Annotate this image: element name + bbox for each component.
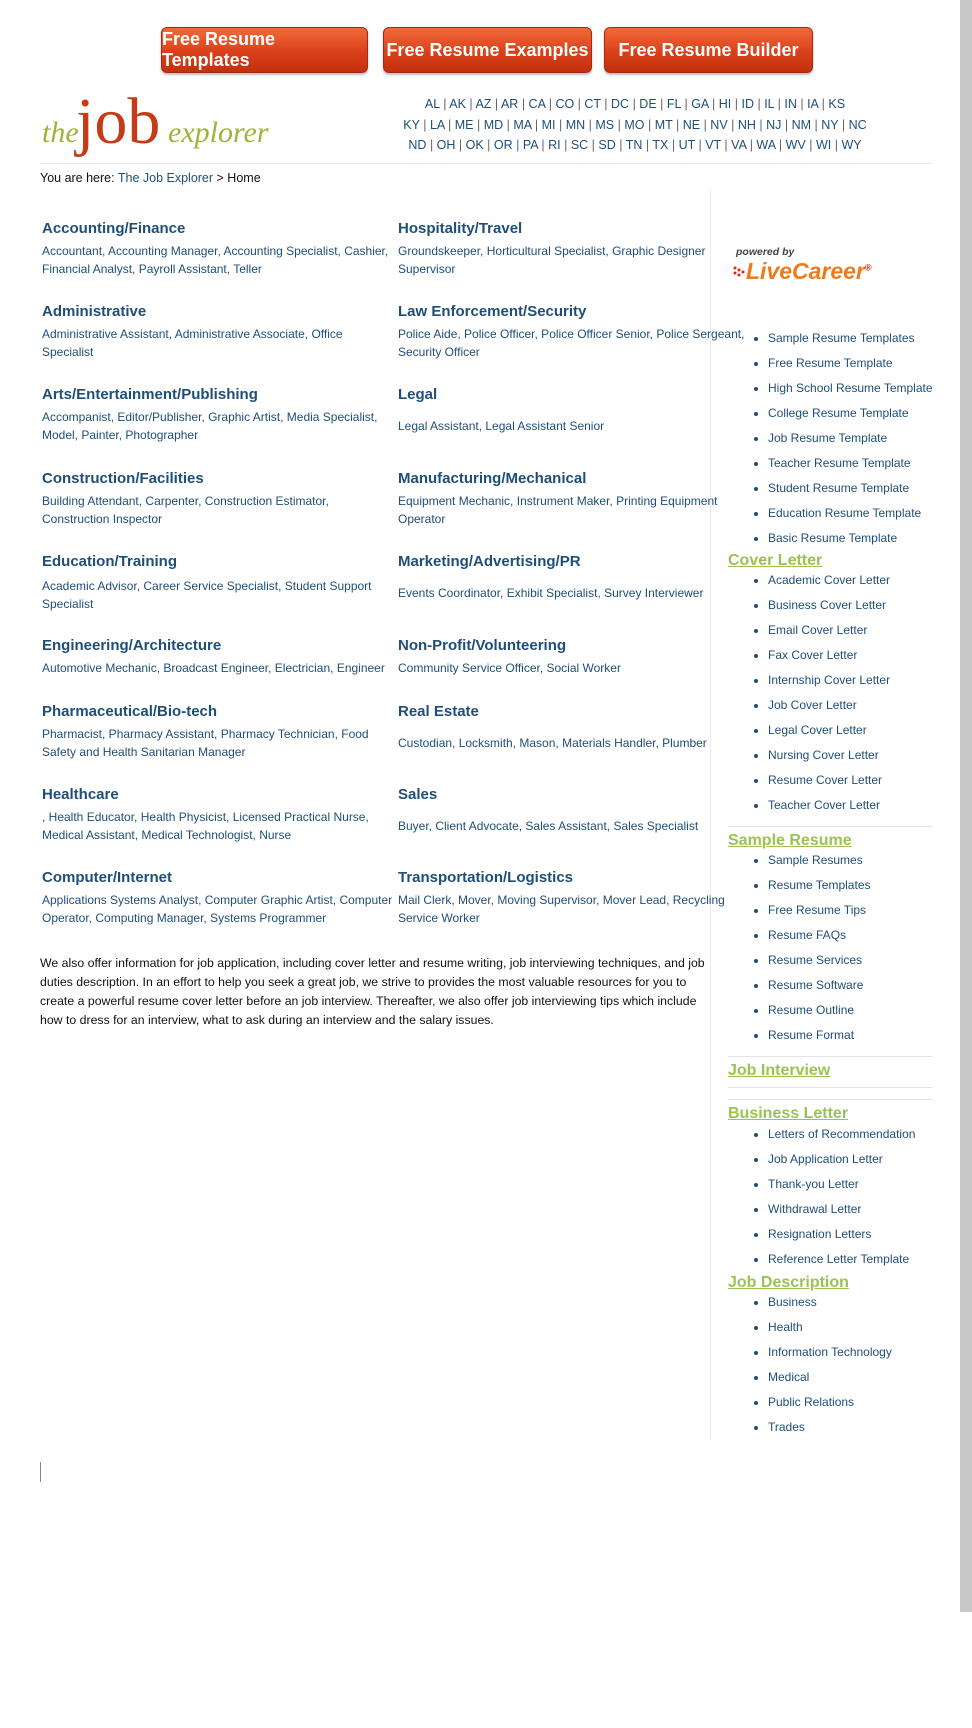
state-link-sd[interactable]: SD bbox=[598, 138, 616, 152]
sidebar-link[interactable]: Resume Format bbox=[768, 1028, 855, 1042]
sidebar-divider-3 bbox=[728, 1087, 932, 1088]
sidebar-link[interactable]: Information Technology bbox=[768, 1345, 892, 1359]
state-separator: | bbox=[681, 97, 692, 111]
category-engineering-architecture bbox=[42, 637, 394, 677]
registered-mark: ® bbox=[864, 262, 872, 273]
state-separator: | bbox=[695, 138, 706, 152]
category-title[interactable]: Education/Training bbox=[42, 553, 178, 570]
sidebar-list-item bbox=[768, 1028, 871, 1053]
state-link-co[interactable]: CO bbox=[555, 97, 575, 111]
category-computer-internet bbox=[42, 869, 394, 927]
state-separator: | bbox=[656, 97, 667, 111]
state-separator: | bbox=[455, 138, 466, 152]
state-separator: | bbox=[629, 97, 640, 111]
category-manufacturing-mechanical bbox=[398, 470, 750, 528]
state-separator: | bbox=[600, 97, 612, 111]
state-link-il[interactable]: IL bbox=[764, 97, 775, 111]
sidebar-list-item bbox=[768, 953, 871, 978]
state-separator: | bbox=[585, 117, 596, 132]
breadcrumb-prefix: You are here: bbox=[40, 171, 118, 185]
sidebar-divider-1 bbox=[728, 826, 932, 827]
sidebar-list-item bbox=[768, 648, 890, 673]
logo-job: job bbox=[76, 85, 161, 158]
category-title[interactable]: Manufacturing/Mechanical bbox=[398, 470, 587, 487]
state-link-wv[interactable]: WV bbox=[785, 138, 806, 152]
state-link-ut[interactable]: UT bbox=[678, 138, 695, 152]
state-link-nd[interactable]: ND bbox=[408, 138, 427, 152]
sidebar-link[interactable]: Sample Resume Templates bbox=[768, 331, 915, 345]
sidebar-list-item bbox=[768, 903, 871, 928]
state-link-or[interactable]: OR bbox=[493, 138, 513, 152]
state-separator: | bbox=[731, 97, 742, 111]
sidebar-list-item bbox=[768, 1395, 892, 1420]
sidebar-list-item bbox=[768, 456, 933, 481]
sidebar-link[interactable]: Free Resume Template bbox=[768, 356, 893, 370]
category-title[interactable]: Accounting/Finance bbox=[42, 220, 186, 237]
state-separator: | bbox=[473, 117, 484, 132]
state-link-mi[interactable]: MI bbox=[541, 117, 556, 132]
category-jobs[interactable]: Academic Advisor, Career Service Specialist, Student Support Specialist bbox=[42, 579, 372, 611]
category-real-estate bbox=[398, 703, 750, 752]
category-healthcare bbox=[42, 786, 394, 844]
category-title[interactable]: Marketing/Advertising/PR bbox=[398, 553, 581, 570]
state-separator: | bbox=[781, 117, 792, 132]
state-separator: | bbox=[774, 97, 785, 111]
state-separator: | bbox=[672, 117, 683, 132]
sidebar-list-item bbox=[768, 1127, 915, 1152]
category-jobs[interactable]: Custodian, Locksmith, Mason, Materials Handler, Plumber bbox=[398, 736, 707, 750]
state-separator: | bbox=[614, 117, 625, 132]
state-separator: | bbox=[512, 138, 523, 152]
site-description: We also offer information for job application, including cover letter and resume writing, job interviewing techniques, and job duties description. In an effort to help you seek a great job, we strive to provides the most valuable resources for you to create a powerful resume cover letter before an job interview. Thereafter, we also offer job interviewing tips which include how to dress for an interview, what to ask during an interview and the salary issues. bbox=[40, 956, 705, 1027]
state-separator: | bbox=[555, 117, 566, 132]
sidebar-list-item bbox=[768, 356, 933, 381]
state-separator: | bbox=[419, 117, 430, 132]
category-marketing-advertising-pr bbox=[398, 553, 750, 602]
category-title[interactable]: Hospitality/Travel bbox=[398, 220, 523, 237]
sidebar-link[interactable]: Resume Software bbox=[768, 978, 864, 992]
sidebar-list-item bbox=[768, 481, 933, 506]
category-arts-entertainment-publishing bbox=[42, 386, 394, 444]
sidebar-list-item bbox=[768, 798, 890, 823]
category-education-training bbox=[42, 553, 394, 613]
sidebar-list-item bbox=[768, 723, 890, 748]
sidebar-link[interactable]: Resume FAQs bbox=[768, 928, 847, 942]
state-link-va[interactable]: VA bbox=[731, 138, 747, 152]
state-row bbox=[400, 94, 870, 115]
state-separator: | bbox=[588, 138, 599, 152]
category-jobs[interactable]: Accountant, Accounting Manager, Accounting Specialist, Cashier, Financial Analyst, Payroll Assistant, Teller bbox=[42, 244, 389, 276]
state-separator: | bbox=[574, 97, 585, 111]
state-separator: | bbox=[615, 138, 626, 152]
sidebar-list-item bbox=[768, 406, 933, 431]
livecareer-logo-icon bbox=[732, 265, 746, 279]
state-link-dc[interactable]: DC bbox=[611, 97, 630, 111]
category-title[interactable]: Engineering/Architecture bbox=[42, 637, 222, 654]
state-link-hi[interactable]: HI bbox=[718, 97, 732, 111]
sidebar-link[interactable]: Reference Letter Template bbox=[768, 1252, 910, 1266]
state-separator: | bbox=[531, 117, 542, 132]
sidebar-link[interactable]: Sample Resumes bbox=[768, 853, 863, 867]
sidebar-link[interactable]: Free Resume Tips bbox=[768, 903, 867, 917]
category-title[interactable]: Law Enforcement/Security bbox=[398, 303, 587, 320]
sidebar-list-item bbox=[768, 623, 890, 648]
sidebar-link[interactable]: Health bbox=[768, 1320, 803, 1334]
state-link-nm[interactable]: NM bbox=[791, 117, 812, 132]
powered-by-label: powered by bbox=[736, 246, 795, 258]
category-title[interactable]: Computer/Internet bbox=[42, 869, 173, 886]
category-jobs[interactable]: Community Service Officer, Social Worker bbox=[398, 661, 621, 675]
sidebar-list-item bbox=[768, 878, 871, 903]
resume-templates-list bbox=[748, 331, 933, 556]
state-link-ga[interactable]: GA bbox=[691, 97, 709, 111]
sidebar-link[interactable]: Nursing Cover Letter bbox=[768, 748, 879, 762]
state-separator: | bbox=[545, 97, 556, 111]
sidebar-link[interactable]: Internship Cover Letter bbox=[768, 673, 891, 687]
livecareer-logo: LiveCareer bbox=[746, 258, 865, 284]
sidebar-link[interactable]: High School Resume Template bbox=[768, 381, 933, 395]
category-transportation-logistics bbox=[398, 869, 750, 927]
category-jobs[interactable]: Legal Assistant, Legal Assistant Senior bbox=[398, 419, 605, 433]
state-separator: | bbox=[465, 97, 476, 111]
state-separator: | bbox=[838, 117, 849, 132]
category-jobs[interactable]: , Health Educator, Health Physicist, Licensed Practical Nurse, Medical Assistant, Medical Technologist, Nurse bbox=[42, 810, 369, 842]
sidebar-link[interactable]: College Resume Template bbox=[768, 406, 909, 420]
state-link-ne[interactable]: NE bbox=[682, 117, 701, 132]
state-separator: | bbox=[518, 97, 529, 111]
sidebar-link[interactable]: Business Cover Letter bbox=[768, 598, 887, 612]
sidebar-link[interactable]: Basic Resume Template bbox=[768, 531, 898, 545]
state-link-pa[interactable]: PA bbox=[522, 138, 538, 152]
category-legal bbox=[398, 386, 750, 435]
sidebar-link[interactable]: Trades bbox=[768, 1420, 805, 1434]
category-title[interactable]: Arts/Entertainment/Publishing bbox=[42, 386, 258, 403]
sample-resume-heading[interactable]: Sample Resume bbox=[728, 832, 852, 849]
category-administrative bbox=[42, 303, 394, 361]
category-title[interactable]: Healthcare bbox=[42, 786, 119, 803]
state-separator: | bbox=[727, 117, 738, 132]
sidebar-link[interactable]: Job Resume Template bbox=[768, 431, 888, 445]
category-title[interactable]: Non-Profit/Volunteering bbox=[398, 637, 567, 654]
state-link-tn[interactable]: TN bbox=[625, 138, 643, 152]
sidebar-list-item bbox=[768, 853, 871, 878]
text-cursor bbox=[40, 1462, 41, 1482]
state-link-az[interactable]: AZ bbox=[475, 97, 492, 111]
job-description-list bbox=[748, 1295, 892, 1445]
category-title[interactable]: Pharmaceutical/Bio-tech bbox=[42, 703, 218, 720]
sidebar-link[interactable]: Withdrawal Letter bbox=[768, 1202, 862, 1216]
sidebar-list-item bbox=[768, 1152, 915, 1177]
state-link-nv[interactable]: NV bbox=[710, 117, 728, 132]
state-link-vt[interactable]: VT bbox=[705, 138, 721, 152]
cover-letter-list bbox=[748, 573, 890, 823]
state-link-md[interactable]: MD bbox=[483, 117, 504, 132]
header-divider bbox=[40, 163, 932, 164]
state-link-mo[interactable]: MO bbox=[624, 117, 645, 132]
free-resume-builder-button[interactable]: Free Resume Builder bbox=[604, 27, 813, 73]
state-separator: | bbox=[491, 97, 501, 111]
page-scrollbar[interactable] bbox=[960, 0, 972, 1612]
sidebar-link[interactable]: Teacher Cover Letter bbox=[768, 798, 881, 812]
sample-resume-list bbox=[748, 853, 871, 1053]
state-link-mt[interactable]: MT bbox=[654, 117, 673, 132]
state-link-ky[interactable]: KY bbox=[403, 117, 420, 132]
category-jobs[interactable]: Events Coordinator, Exhibit Specialist, Survey Interviewer bbox=[398, 586, 704, 600]
sidebar-link[interactable]: Academic Cover Letter bbox=[768, 573, 891, 587]
state-link-fl[interactable]: FL bbox=[666, 97, 681, 111]
state-link-wy[interactable]: WY bbox=[841, 138, 862, 152]
sidebar-list-item bbox=[768, 506, 933, 531]
sidebar-link[interactable]: Medical bbox=[768, 1370, 810, 1384]
breadcrumb-separator: > bbox=[213, 171, 228, 185]
state-link-wa[interactable]: WA bbox=[756, 138, 776, 152]
state-link-ms[interactable]: MS bbox=[595, 117, 615, 132]
sidebar-list-item bbox=[768, 673, 890, 698]
sidebar-list-item bbox=[768, 1320, 892, 1345]
state-link-in[interactable]: IN bbox=[784, 97, 797, 111]
state-link-tx[interactable]: TX bbox=[652, 138, 669, 152]
category-title[interactable]: Construction/Facilities bbox=[42, 470, 204, 487]
state-link-ri[interactable]: RI bbox=[548, 138, 561, 152]
state-separator: | bbox=[831, 138, 842, 152]
state-link-de[interactable]: DE bbox=[639, 97, 657, 111]
category-law-enforcement-security bbox=[398, 303, 750, 361]
breadcrumb-current: Home bbox=[227, 171, 261, 185]
sidebar-link[interactable]: Email Cover Letter bbox=[768, 623, 868, 637]
sidebar-link[interactable]: Resume Templates bbox=[768, 878, 871, 892]
free-resume-templates-button[interactable]: Free Resume Templates bbox=[161, 27, 368, 73]
state-link-ny[interactable]: NY bbox=[821, 117, 839, 132]
state-separator: | bbox=[805, 138, 816, 152]
category-pharmaceutical-bio-tech bbox=[42, 703, 394, 761]
state-links bbox=[400, 94, 870, 156]
sidebar-list-item bbox=[768, 698, 890, 723]
sidebar-link[interactable]: Job Application Letter bbox=[768, 1152, 883, 1166]
sidebar-link[interactable]: Education Resume Template bbox=[768, 506, 922, 520]
state-link-sc[interactable]: SC bbox=[570, 138, 589, 152]
sidebar-divider-2 bbox=[728, 1056, 932, 1057]
sidebar-link[interactable]: Letters of Recommendation bbox=[768, 1127, 916, 1141]
sidebar-link[interactable]: Public Relations bbox=[768, 1395, 855, 1409]
state-link-al[interactable]: AL bbox=[424, 97, 440, 111]
sidebar-list-item bbox=[768, 748, 890, 773]
state-link-nc[interactable]: NC bbox=[848, 117, 867, 132]
category-jobs[interactable]: Pharmacist, Pharmacy Assistant, Pharmacy Technician, Food Safety and Health Sanitarian Manager bbox=[42, 727, 369, 759]
category-jobs[interactable]: Buyer, Client Advocate, Sales Assistant, Sales Specialist bbox=[398, 819, 699, 833]
state-row bbox=[400, 135, 870, 156]
sidebar-list-item bbox=[768, 1420, 892, 1445]
site-logo[interactable] bbox=[40, 85, 270, 158]
powered-by-livecareer[interactable] bbox=[736, 246, 906, 292]
state-separator: | bbox=[746, 138, 757, 152]
category-hospitality-travel bbox=[398, 220, 750, 278]
state-separator: | bbox=[720, 138, 732, 152]
category-jobs[interactable]: Automotive Mechanic, Broadcast Engineer, Electrician, Engineer bbox=[42, 661, 385, 675]
category-jobs[interactable]: Accompanist, Editor/Publisher, Graphic Artist, Media Specialist, Model, Painter, Photographer bbox=[42, 410, 378, 442]
sidebar-link[interactable]: Resume Cover Letter bbox=[768, 773, 883, 787]
sidebar-link[interactable]: Resume Outline bbox=[768, 1003, 855, 1017]
state-separator: | bbox=[796, 97, 808, 111]
state-link-ks[interactable]: KS bbox=[828, 97, 846, 111]
sidebar-list-item bbox=[768, 381, 933, 406]
state-separator: | bbox=[503, 117, 514, 132]
state-link-ar[interactable]: AR bbox=[500, 97, 519, 111]
state-link-ct[interactable]: CT bbox=[584, 97, 601, 111]
sidebar-list-item bbox=[768, 1202, 915, 1227]
state-separator: | bbox=[537, 138, 549, 152]
sidebar-list-item bbox=[768, 1003, 871, 1028]
logo-the: the bbox=[42, 116, 79, 149]
state-row bbox=[400, 115, 870, 136]
breadcrumb bbox=[40, 171, 261, 185]
state-link-ak[interactable]: AK bbox=[449, 97, 466, 111]
sidebar-link[interactable]: Student Resume Template bbox=[768, 481, 910, 495]
state-link-id[interactable]: ID bbox=[741, 97, 754, 111]
state-link-mn[interactable]: MN bbox=[565, 117, 586, 132]
sidebar-list-item bbox=[768, 431, 933, 456]
state-link-ia[interactable]: IA bbox=[807, 97, 819, 111]
state-separator: | bbox=[753, 97, 765, 111]
state-separator: | bbox=[818, 97, 829, 111]
state-separator: | bbox=[560, 138, 571, 152]
sidebar-list-item bbox=[768, 598, 890, 623]
sidebar-list-item bbox=[768, 1345, 892, 1370]
state-link-wi[interactable]: WI bbox=[815, 138, 832, 152]
category-sales bbox=[398, 786, 750, 835]
state-separator: | bbox=[644, 117, 655, 132]
state-separator: | bbox=[755, 117, 767, 132]
state-separator: | bbox=[426, 138, 437, 152]
sidebar-link[interactable]: Thank-you Letter bbox=[768, 1177, 859, 1191]
category-jobs[interactable]: Groundskeeper, Horticultural Specialist, Graphic Designer Supervisor bbox=[398, 244, 706, 276]
sidebar-list-item bbox=[768, 978, 871, 1003]
state-link-ok[interactable]: OK bbox=[465, 138, 484, 152]
category-jobs[interactable]: Equipment Mechanic, Instrument Maker, Printing Equipment Operator bbox=[398, 494, 718, 526]
sidebar-link[interactable]: Legal Cover Letter bbox=[768, 723, 867, 737]
sidebar-list-item bbox=[768, 1227, 915, 1252]
sidebar-link[interactable]: Resignation Letters bbox=[768, 1227, 872, 1241]
category-construction-facilities bbox=[42, 470, 394, 528]
category-jobs[interactable]: Mail Clerk, Mover, Moving Supervisor, Mover Lead, Recycling Service Worker bbox=[398, 893, 725, 925]
sidebar-list-item bbox=[768, 1177, 915, 1202]
state-link-me[interactable]: ME bbox=[454, 117, 474, 132]
state-separator: | bbox=[775, 138, 786, 152]
sidebar-link[interactable]: Job Cover Letter bbox=[768, 698, 857, 712]
state-separator: | bbox=[708, 97, 719, 111]
state-separator: | bbox=[811, 117, 822, 132]
job-description-heading[interactable]: Job Description bbox=[728, 1274, 849, 1291]
sidebar-list-item bbox=[768, 773, 890, 798]
category-title[interactable]: Sales bbox=[398, 786, 438, 803]
sidebar-list-item bbox=[768, 1370, 892, 1395]
free-resume-examples-button[interactable]: Free Resume Examples bbox=[383, 27, 592, 73]
state-link-nj[interactable]: NJ bbox=[766, 117, 782, 132]
category-jobs[interactable]: Building Attendant, Carpenter, Construction Estimator, Construction Inspector bbox=[42, 494, 329, 526]
sidebar-list-item bbox=[768, 1295, 892, 1320]
breadcrumb-home-link[interactable]: The Job Explorer bbox=[117, 171, 214, 185]
sidebar-list-item bbox=[768, 573, 890, 598]
state-separator: | bbox=[700, 117, 711, 132]
category-accounting-finance bbox=[42, 220, 394, 278]
sidebar-link[interactable]: Teacher Resume Template bbox=[768, 456, 911, 470]
top-button-bar bbox=[0, 27, 972, 73]
sidebar-list-item bbox=[768, 928, 871, 953]
state-separator: | bbox=[642, 138, 653, 152]
category-title[interactable]: Legal bbox=[398, 386, 438, 403]
state-link-oh[interactable]: OH bbox=[436, 138, 456, 152]
state-link-la[interactable]: LA bbox=[429, 117, 445, 132]
logo-explorer: explorer bbox=[168, 116, 269, 149]
category-non-profit-volunteering bbox=[398, 637, 750, 677]
cover-letter-heading[interactable]: Cover Letter bbox=[728, 552, 823, 569]
category-jobs[interactable]: Applications Systems Analyst, Computer Graphic Artist, Computer Operator, Computing Manager, Systems Programmer bbox=[42, 893, 393, 925]
sidebar-divider-4 bbox=[728, 1099, 932, 1100]
business-letter-heading[interactable]: Business Letter bbox=[728, 1105, 849, 1122]
state-link-ma[interactable]: MA bbox=[513, 117, 532, 132]
business-letter-list bbox=[748, 1127, 915, 1277]
state-link-ca[interactable]: CA bbox=[528, 97, 546, 111]
state-separator: | bbox=[668, 138, 679, 152]
sidebar-link[interactable]: Business bbox=[768, 1295, 817, 1309]
category-title[interactable]: Administrative bbox=[42, 303, 147, 320]
category-jobs[interactable]: Police Aide, Police Officer, Police Officer Senior, Police Sergeant, Security Officer bbox=[398, 327, 745, 359]
sidebar-link[interactable]: Resume Services bbox=[768, 953, 863, 967]
state-link-nh[interactable]: NH bbox=[737, 117, 756, 132]
category-jobs[interactable]: Administrative Assistant, Administrative Associate, Office Specialist bbox=[42, 327, 343, 359]
state-separator: | bbox=[483, 138, 494, 152]
category-title[interactable]: Transportation/Logistics bbox=[398, 869, 574, 886]
job-interview-heading[interactable]: Job Interview bbox=[728, 1062, 831, 1079]
state-separator: | bbox=[439, 97, 450, 111]
state-separator: | bbox=[444, 117, 455, 132]
category-title[interactable]: Real Estate bbox=[398, 703, 479, 720]
sidebar-list-item bbox=[768, 331, 933, 356]
sidebar-link[interactable]: Fax Cover Letter bbox=[768, 648, 858, 662]
